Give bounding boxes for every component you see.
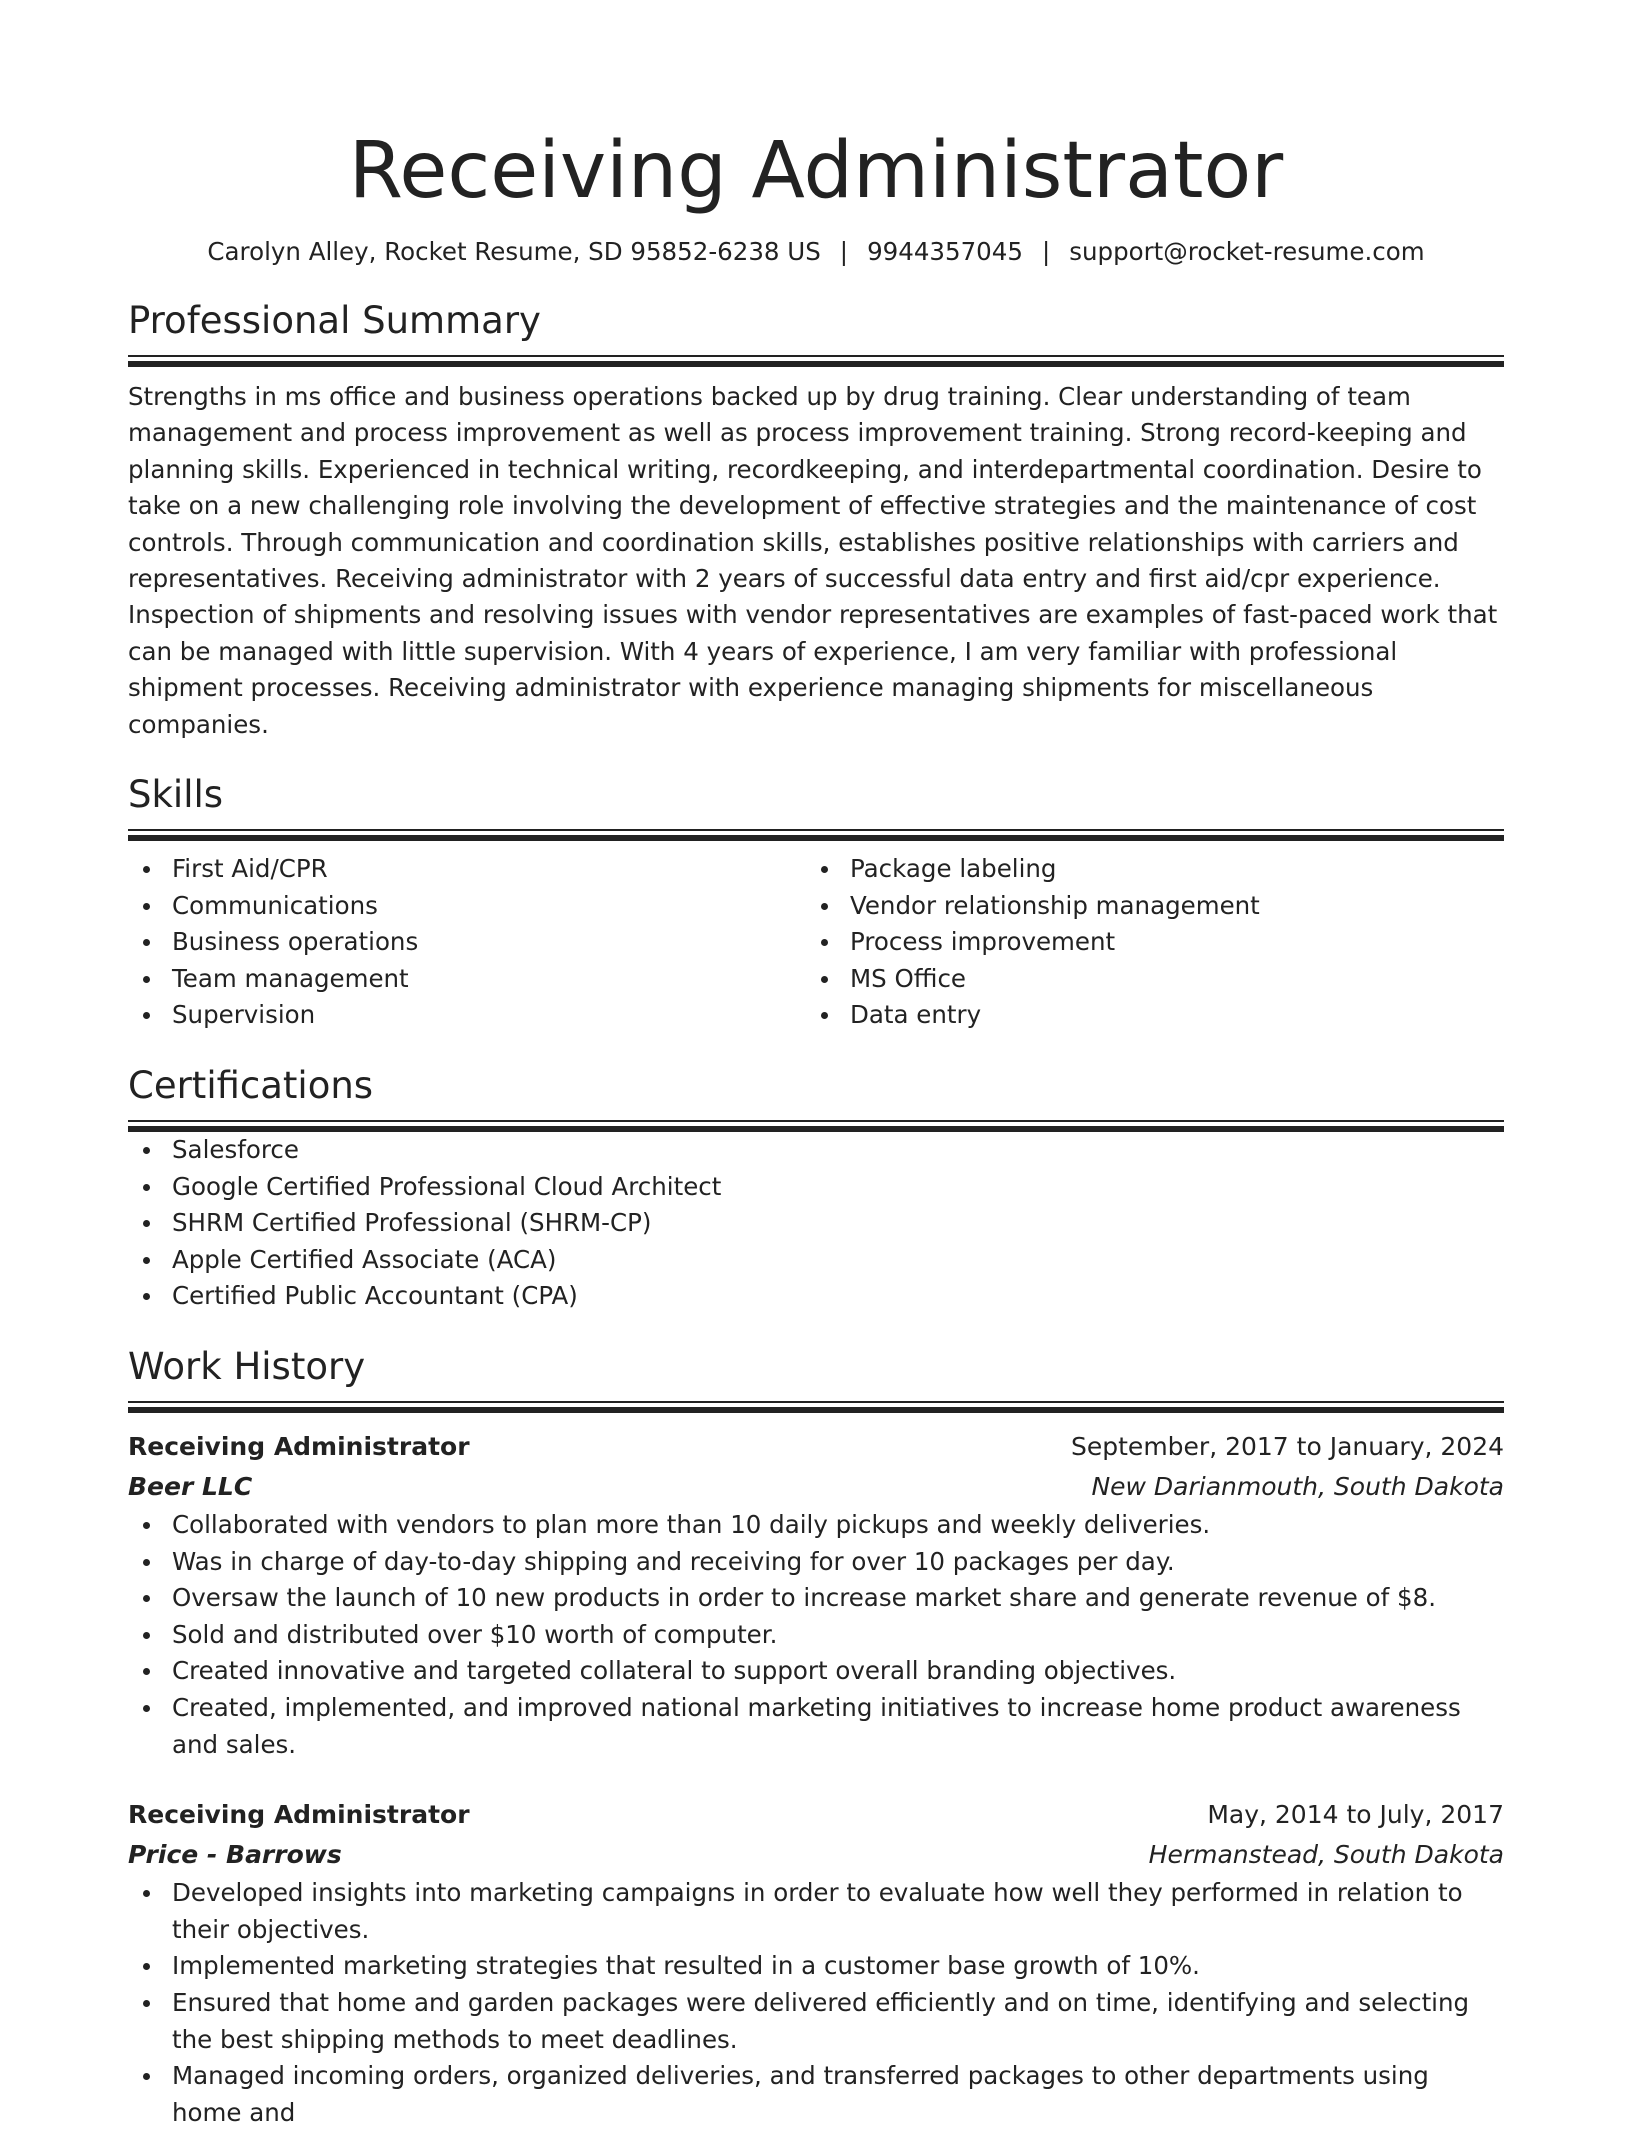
- section-divider: [128, 1120, 1504, 1132]
- skills-right-list: [806, 851, 1484, 1034]
- job-title: Receiving Administrator: [128, 1432, 470, 1461]
- skill-item: Data entry: [806, 997, 1484, 1034]
- resume-name: Receiving Administrator: [348, 126, 1284, 216]
- skill-item: Supervision: [128, 997, 806, 1034]
- job-bullet: Managed incoming orders, organized deliveries, and transferred packages to other departments using home and: [128, 2058, 1504, 2131]
- job-bullet: Collaborated with vendors to plan more than 10 daily pickups and weekly deliveries.: [128, 1507, 1504, 1544]
- skills-section: [128, 771, 1504, 1034]
- job-dates: September, 2017 to January, 2024: [1071, 1432, 1504, 1461]
- certification-item: Certified Public Accountant (CPA): [128, 1278, 1504, 1315]
- summary-text: Strengths in ms office and business operations backed up by drug training. Clear understanding of team management and process improvement as well as process improvement training. Strong record-keeping and planning skills. Experienced in technical writing, recordkeeping, and interdepartmental coordination. Desire to take on a new challenging role involving the development of effective strategies and the maintenance of cost controls. Through communication and coordination skills, establishes positive relationships with carriers and representatives. Receiving administrator with 2 years of successful data entry and first aid/cpr experience. Inspection of shipments and resolving issues with vendor representatives are examples of fast-paced work that can be managed with little supervision. With 4 years of experience, I am very familiar with professional shipment processes. Receiving administrator with experience managing shipments for miscellaneous companies.: [128, 382, 1498, 739]
- job-bullet: Created, implemented, and improved national marketing initiatives to increase home product awareness and sales.: [128, 1690, 1504, 1763]
- contact-separator: |: [839, 237, 849, 266]
- job-bullet: Developed insights into marketing campaigns in order to evaluate how well they performed in relation to their objectives.: [128, 1875, 1504, 1948]
- certifications-list: [128, 1132, 1504, 1315]
- section-divider: [128, 1401, 1504, 1413]
- job-bullet: Created innovative and targeted collateral to support overall branding objectives.: [128, 1653, 1504, 1690]
- certifications-title: Certifications: [128, 1064, 374, 1108]
- contact-separator: |: [1041, 237, 1051, 266]
- certifications-section: [128, 1062, 1504, 1315]
- job-bullet: Implemented marketing strategies that resulted in a customer base growth of 10%.: [128, 1948, 1504, 1985]
- skills-title: Skills: [128, 773, 224, 817]
- skill-item: Team management: [128, 961, 806, 998]
- certification-item: Salesforce: [128, 1132, 1504, 1169]
- job-subheader: [128, 1835, 1504, 1875]
- job-company: Price - Barrows: [128, 1840, 342, 1870]
- job-dates: May, 2014 to July, 2017: [1207, 1800, 1504, 1830]
- work-history-section: [128, 1343, 1504, 2131]
- skill-item: Process improvement: [806, 924, 1484, 961]
- contact-phone: 9944357045: [867, 237, 1023, 266]
- job-company: Beer LLC: [128, 1472, 253, 1501]
- job-bullet: Oversaw the launch of 10 new products in order to increase market share and generate revenue of $8.: [128, 1580, 1504, 1617]
- work-history-title: Work History: [128, 1345, 366, 1388]
- summary-section: [128, 297, 1504, 743]
- job-title: Receiving Administrator: [128, 1800, 470, 1830]
- job-bullet-list: [128, 1875, 1504, 2131]
- job-entry: [128, 1427, 1504, 1763]
- job-entry: [128, 1795, 1504, 2131]
- resume-page: [128, 0, 1504, 2131]
- skill-item: Vendor relationship management: [806, 888, 1484, 925]
- skills-left-list: [128, 851, 806, 1034]
- job-header: [128, 1427, 1504, 1467]
- skill-item: First Aid/CPR: [128, 851, 806, 888]
- certification-item: Google Certified Professional Cloud Architect: [128, 1169, 1504, 1206]
- job-subheader: [128, 1467, 1504, 1507]
- job-header: [128, 1795, 1504, 1835]
- skill-item: MS Office: [806, 961, 1484, 998]
- certification-item: SHRM Certified Professional (SHRM-CP): [128, 1205, 1504, 1242]
- certification-item: Apple Certified Associate (ACA): [128, 1242, 1504, 1279]
- contact-address: Carolyn Alley, Rocket Resume, SD 95852-6238 US: [207, 237, 821, 266]
- skill-item: Communications: [128, 888, 806, 925]
- contact-line: [128, 235, 1504, 269]
- summary-title: Professional Summary: [128, 299, 541, 342]
- job-bullet: Was in charge of day-to-day shipping and receiving for over 10 packages per day.: [128, 1544, 1504, 1581]
- job-bullet: Sold and distributed over $10 worth of computer.: [128, 1617, 1504, 1654]
- section-divider: [128, 829, 1504, 841]
- job-bullet: Ensured that home and garden packages were delivered efficiently and on time, identifying and selecting the best shipping methods to meet deadlines.: [128, 1985, 1504, 2058]
- job-bullet-list: [128, 1507, 1504, 1763]
- skill-item: Package labeling: [806, 851, 1484, 888]
- job-location: Hermanstead, South Dakota: [1148, 1840, 1504, 1870]
- skills-grid: [128, 851, 1504, 1034]
- contact-email: support@rocket-resume.com: [1069, 237, 1425, 266]
- skill-item: Business operations: [128, 924, 806, 961]
- section-divider: [128, 355, 1504, 367]
- job-location: New Darianmouth, South Dakota: [1091, 1472, 1504, 1501]
